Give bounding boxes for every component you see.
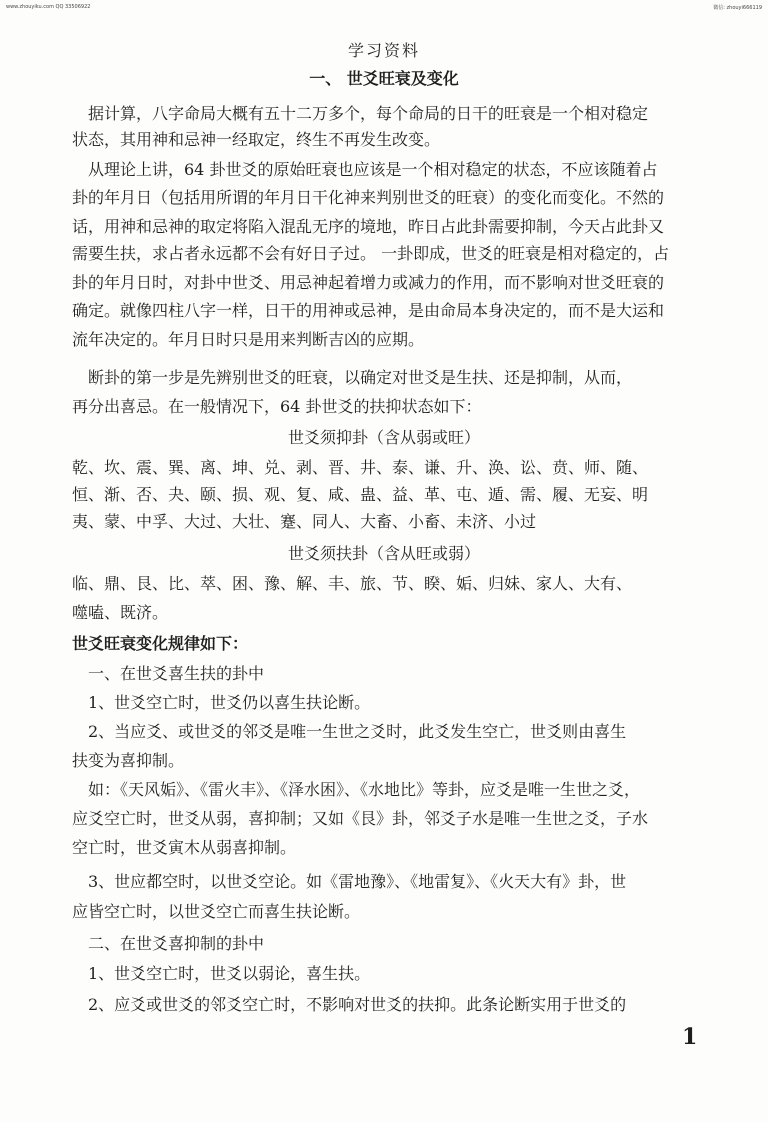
header-right: 微信: zhouyi666119 <box>713 5 762 11</box>
hexagram-list-line: 临、鼎、艮、比、萃、困、豫、解、丰、旅、节、睽、姤、归妹、家人、大有、 <box>72 574 633 593</box>
text-line: 话，用神和忌神的取定将陷入混乱无序的境地，昨日占此卦需要抑制，今天占此卦又 <box>72 217 665 236</box>
text-line: 一、在世爻喜生扶的卦中 <box>72 664 265 683</box>
text-line: 应皆空亡时，以世爻空亡而喜生扶论断。 <box>72 902 361 921</box>
page-number: 1 <box>682 1024 698 1050</box>
hexagram-list-line: 恒、渐、否、夬、颐、损、观、复、咸、蛊、益、革、屯、遁、需、履、无妄、明 <box>72 485 649 504</box>
text-line: 流年决定的。年月日时只是用来判断吉凶的应期。 <box>72 330 425 349</box>
text-line: 2、当应爻、或世爻的邻爻是唯一生世之爻时，此爻发生空亡，世爻则由喜生 <box>72 722 627 741</box>
text-line: 扶变为喜抑制。 <box>72 751 185 770</box>
page-title: 学习资料 <box>347 41 420 60</box>
text-line: 确定。就像四柱八字一样，日干的用神或忌神，是由命局本身决定的，而不是大运和 <box>72 301 665 320</box>
hexagram-list-line: 噬嗑、既济。 <box>72 603 169 622</box>
text-line: 卦的年月日（包括用所谓的年月日干化神来判别世爻的旺衰）的变化而变化。不然的 <box>72 188 665 207</box>
hexagram-list-line: 夷、蒙、中孚、大过、大壮、蹇、同人、大畜、小畜、未济、小过 <box>72 512 537 531</box>
text-line: 空亡时，世爻寅木从弱喜抑制。 <box>72 838 297 857</box>
section-heading: 一、 世爻旺衰及变化 <box>309 69 459 88</box>
text-line: 二、在世爻喜抑制的卦中 <box>72 934 265 953</box>
text-line: 如：《天风姤》、《雷火丰》、《泽水困》、《水地比》等卦，应爻是唯一生世之爻， <box>72 780 641 799</box>
text-line: 需要生扶，求占者永远都不会有好日子过。 一卦即成，世爻的旺衰是相对稳定的，占 <box>72 244 670 263</box>
text-line: 1、世爻空亡时，世爻以弱论，喜生扶。 <box>72 964 371 983</box>
text-line: 再分出喜忌。在一般情况下，64 卦世爻的扶抑状态如下： <box>72 397 482 416</box>
subheading-support: 世爻须扶卦（含从旺或弱） <box>287 544 480 563</box>
text-line: 应爻空亡时，世爻从弱，喜抑制；又如《艮》卦，邻爻子水是唯一生世之爻，子水 <box>72 809 649 828</box>
text-line: 从理论上讲，64 卦世爻的原始旺衰也应该是一个相对稳定的状态，不应该随着占 <box>72 160 658 179</box>
hexagram-list-line: 乾、坎、震、巽、离、坤、兑、剥、晋、井、泰、谦、升、涣、讼、贲、师、随、 <box>72 458 649 477</box>
text-line: 1、世爻空亡时，世爻仍以喜生扶论断。 <box>72 693 371 712</box>
text-line: 3、世应都空时，以世爻空论。如《雷地豫》、《地雷复》、《火天大有》卦，世 <box>72 872 627 891</box>
text-line: 断卦的第一步是先辨别世爻的旺衰，以确定对世爻是生扶、还是抑制，从而， <box>72 368 633 387</box>
header-left: www.zhouyiku.com QQ 33506922 <box>6 4 91 10</box>
text-line: 2、应爻或世爻的邻爻空亡时，不影响对世爻的扶抑。此条论断实用于世爻的 <box>72 995 627 1014</box>
text-line: 状态，其用神和忌神一经取定，终生不再发生改变。 <box>72 130 441 149</box>
text-line: 据计算，八字命局大概有五十二万多个，每个命局的日干的旺衰是一个相对稳定 <box>72 104 649 123</box>
rules-heading: 世爻旺衰变化规律如下： <box>72 634 249 653</box>
subheading-suppress: 世爻须抑卦（含从弱或旺） <box>287 428 480 447</box>
text-line: 卦的年月日时，对卦中世爻、用忌神起着增力或减力的作用，而不影响对世爻旺衰的 <box>72 273 665 292</box>
